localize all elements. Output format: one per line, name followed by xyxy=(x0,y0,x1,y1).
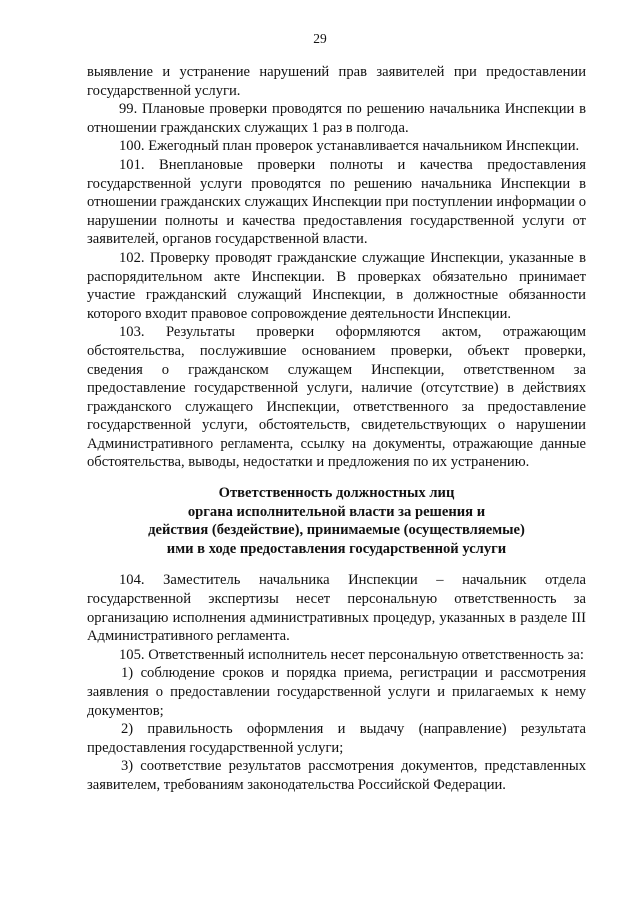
section-heading-line: Ответственность должностных лиц xyxy=(218,485,455,502)
paragraph-99: 99. Плановые проверки проводятся по решению начальника Инспекции в отношении гражданских служащих 1 раз в полгода. xyxy=(87,101,586,136)
paragraph-continuation: выявление и устранение нарушений прав заявителей при предоставлении государственной услуги. xyxy=(87,64,586,99)
paragraph-105: 105. Ответственный исполнитель несет персональную ответственность за: xyxy=(119,646,584,663)
paragraph-103: 103. Результаты проверки оформляются актом, отражающим обстоятельства, послужившие основанием проверки, объект проверки, сведения о гражданском служащем Инспекции, ответственном за предоставление государственной услуги, наличие (отсутствие) в действиях гражданского служащего Инспекции, ответственного за предоставление государственной услуги, обстоятельств, свидетельствующих о нарушении Административного регламента, ссылку на документы, отражающие данные обстоятельства, выводы, недостатки и предложения по их устранению. xyxy=(87,324,586,471)
paragraph-102: 102. Проверку проводят гражданские служащие Инспекции, указанные в распорядительном акте Инспекции. В проверках обязательно принимает участие гражданский служащий Инспекции, в должностные обязанности которого входит правовое сопровождение деятельности Инспекции. xyxy=(87,249,586,322)
list-item-3: 3) соответствие результатов рассмотрения документов, представленных заявителем, требованиям законодательства Российской Федерации. xyxy=(87,758,586,793)
paragraph-100: 100. Ежегодный план проверок устанавливается начальником Инспекции. xyxy=(119,138,580,155)
document-body xyxy=(87,63,586,795)
paragraph-104: 104. Заместитель начальника Инспекции – начальник отдела государственной экспертизы несет персональную ответственность за организацию исполнения административных процедур, указанных в разделе III Административного регламента. xyxy=(87,572,586,645)
section-heading-line: органа исполнительной власти за решения и xyxy=(187,503,486,520)
section-heading-line: ими в ходе предоставления государственной услуги xyxy=(166,540,507,557)
section-heading xyxy=(87,484,586,558)
list-item-2: 2) правильность оформления и выдачу (направление) результата предоставления государственной услуги; xyxy=(87,721,586,756)
section-heading-line: действия (бездействие), принимаемые (осуществляемые) xyxy=(148,522,525,539)
paragraph-101: 101. Внеплановые проверки полноты и качества предоставления государственной услуги проводятся по решению начальника Инспекции в отношении гражданских служащих Инспекции при поступлении информации о нарушении полноты и качества предоставления государственной услуги от заявителей, органов государственной власти. xyxy=(87,156,586,248)
page-number: 29 xyxy=(313,31,327,46)
list-item-1: 1) соблюдение сроков и порядка приема, регистрации и рассмотрения заявления о предоставлении государственной услуги и прилагаемых к нему документов; xyxy=(87,665,586,719)
